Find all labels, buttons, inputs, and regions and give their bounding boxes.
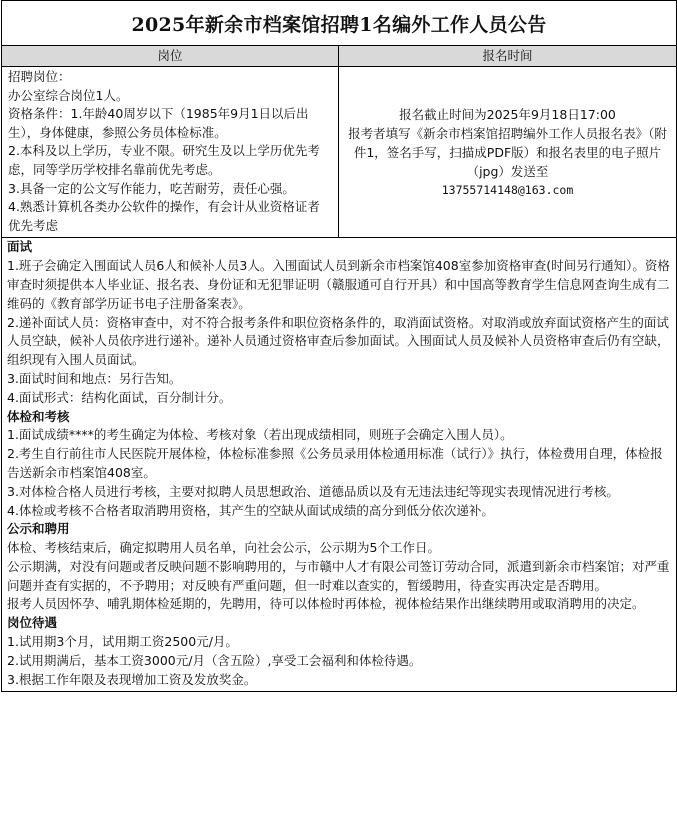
section-medical-assessment (7, 408, 672, 521)
section-compensation (7, 614, 672, 689)
section-heading: 公示和聘用 (7, 521, 70, 537)
section-paragraph: 2.考生自行前往市人民医院开展体检，体检标准参照《公务员录用体检通用标准（试行）》执行，体检费用自理，体检报告送新余市档案馆408室。 (7, 446, 663, 480)
section-paragraph: 1.面试成绩****的考生确定为体检、考核对象（若出现成绩相同，则班子会确定入围人员）。 (7, 427, 513, 443)
position-line: 3.具备一定的公文写作能力，吃苦耐劳，责任心强。 (8, 180, 295, 196)
section-paragraph: 报考人员因怀孕、哺乳期体检延期的，先聘用，待可以体检时再体检，视体检结果作出继续聘用或取消聘用的决定。 (7, 596, 645, 612)
page-title: 2025年新余市档案馆招聘1名编外工作人员公告 (2, 1, 677, 46)
header-registration-time: 报名时间 (339, 46, 677, 67)
section-paragraph: 4.体检或考核不合格者取消聘用资格，其产生的空缺从面试成绩的高分到低分依次递补。 (7, 502, 494, 518)
section-paragraph: 3.对体检合格人员进行考核，主要对拟聘人员思想政治、道德品质以及有无违法违纪等现实表现情况进行考核。 (7, 483, 619, 499)
position-line: 2.本科及以上学历，专业不限。研究生及以上学历优先考虑，同等学历学校排名靠前优先考虑。 (8, 143, 320, 177)
section-paragraph: 3.面试时间和地点：另行告知。 (7, 370, 182, 386)
position-line: 资格条件：1.年龄40周岁以下（1985年9月1日以后出生），身体健康，参照公务员体检标准。 (8, 106, 309, 140)
details-cell (2, 238, 677, 692)
registration-cell (339, 67, 677, 238)
section-paragraph: 1.班子会确定入围面试人员6人和候补人员3人。入围面试人员到新余市档案馆408室参加资格审查(时间另行通知）。资格审查时须提供本人毕业证、报名表、身份证和无犯罪证明（赣服通可自行开具）和中国高等教育学生信息网查询生成有二维码的《教育部学历证书电子注册备案表》。 (7, 258, 670, 311)
section-paragraph: 3.根据工作年限及表现增加工资及发放奖金。 (7, 671, 257, 687)
registration-deadline: 报名截止时间为2025年9月18日17:00 (399, 106, 616, 122)
position-line: 招聘岗位： (8, 69, 71, 84)
section-paragraph: 2.试用期满后，基本工资3000元/月（含五险）,享受工会福利和体检待遇。 (7, 652, 422, 668)
section-heading: 岗位待遇 (7, 615, 58, 631)
registration-email: 13755714148@163.com (441, 182, 574, 197)
registration-instructions: 报考者填写《新余市档案馆招聘编外工作人员报名表》（附件1，签名手写，扫描成PDF版）和报名表里的电子照片（jpg）发送至 (348, 125, 667, 179)
header-position: 岗位 (2, 46, 339, 67)
section-paragraph: 公示期满，对没有问题或者反映问题不影响聘用的，与市赣中人才有限公司签订劳动合同，派遣到新余市档案馆；对严重问题并查有实据的，不予聘用；对反映有严重问题，但一时难以查实的，暂缓聘用，待查实再决定是否聘用。 (7, 558, 670, 593)
position-line: 办公室综合岗位1人。 (8, 87, 129, 103)
section-heading: 体检和考核 (7, 408, 70, 424)
section-paragraph: 1.试用期3个月，试用期工资2500元/月。 (7, 634, 238, 650)
announcement-table (1, 0, 677, 692)
section-paragraph: 4.面试形式：结构化面试，百分制计分。 (7, 389, 232, 405)
section-heading: 面试 (7, 239, 33, 255)
section-publicity-employment (7, 520, 672, 614)
section-paragraph: 2.递补面试人员：资格审查中，对不符合报考条件和职位资格条件的，取消面试资格。对取消或放弃面试资格产生的面试人员空缺，候补人员依序进行递补。递补人员通过资格审查后参加面试。入围面试人员及候补人员资格审查后仍有空缺，组织现有入围人员面试。 (7, 314, 670, 368)
section-interview (7, 238, 672, 407)
position-line: 4.熟悉计算机各类办公软件的操作，有会计从业资格证者优先考虑 (8, 199, 320, 233)
position-cell (2, 67, 339, 238)
section-paragraph: 体检、考核结束后，确定拟聘用人员名单，向社会公示，公示期为5个工作日。 (7, 540, 440, 556)
